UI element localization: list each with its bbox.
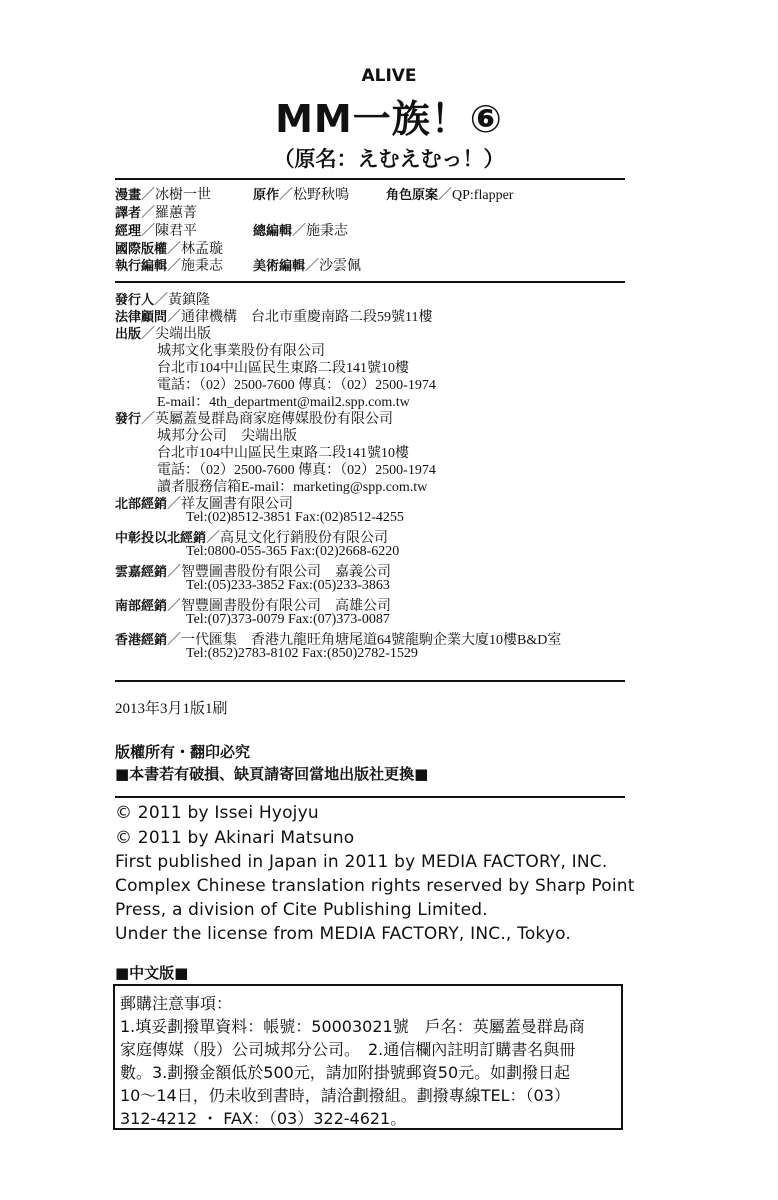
edition-value: ／尖端出版 bbox=[141, 327, 212, 342]
dist-tel: Tel:(852)2783-8102 Fax:(850)2782-1529 bbox=[186, 646, 418, 661]
credit-original bbox=[253, 184, 349, 204]
publisher-value: ／黃鎮隆 bbox=[154, 293, 211, 308]
copyright-line: First published in Japan in 2011 by MEDIA FACTORY, INC. bbox=[115, 852, 608, 872]
notice-line: 1.填妥劃撥單資料：帳號：50003021號 戶名：英屬蓋曼群島商 bbox=[120, 1017, 585, 1036]
rights-line: ■本書若有破損、缺頁請寄回當地出版社更換■ bbox=[115, 765, 429, 783]
credit-character bbox=[386, 184, 513, 204]
dist-tel: Tel:(05)233-3852 Fax:(05)233-3863 bbox=[186, 578, 390, 593]
credit-value: ／松野秋鳴 bbox=[279, 188, 350, 203]
credit-label: 原作 bbox=[253, 188, 280, 203]
credit-translator bbox=[115, 202, 197, 222]
edition-detail: 城邦文化事業股份有限公司 bbox=[157, 344, 325, 359]
edition-tag: ■中文版■ bbox=[115, 964, 189, 982]
book-title: MM一族！⑥ bbox=[275, 97, 503, 141]
credit-label: 美術編輯 bbox=[253, 259, 306, 274]
publisher-label: 發行人 bbox=[115, 293, 155, 308]
credit-value: ／QP:flapper bbox=[438, 188, 514, 203]
dist-label: 南部經銷 bbox=[115, 599, 168, 614]
issue-label: 發行 bbox=[115, 412, 142, 427]
divider-top bbox=[115, 178, 625, 180]
credit-label: 執行編輯 bbox=[115, 259, 168, 274]
legal-label: 法律顧問 bbox=[115, 310, 168, 325]
credit-label: 總編輯 bbox=[253, 224, 293, 239]
copyright-line: © 2011 by Issei Hyojyu bbox=[115, 803, 319, 823]
credit-manga bbox=[115, 184, 211, 204]
divider-credits bbox=[115, 281, 625, 283]
divider-rights bbox=[115, 796, 625, 798]
series-name: ALIVE bbox=[361, 66, 417, 86]
edition-label: 出版 bbox=[115, 327, 142, 342]
dist-label: 香港經銷 bbox=[115, 633, 168, 648]
dist-value: ／智豐圖書股份有限公司 嘉義公司 bbox=[167, 565, 392, 580]
dist-label: 北部經銷 bbox=[115, 497, 168, 512]
copyright-line: Under the license from MEDIA FACTORY, INC., Tokyo. bbox=[115, 924, 572, 944]
dist-tel: Tel:0800-055-365 Fax:(02)2668-6220 bbox=[186, 544, 400, 559]
copyright-line: © 2011 by Akinari Matsuno bbox=[115, 828, 355, 848]
issue-value: ／英屬蓋曼群島商家庭傳媒股份有限公司 bbox=[141, 412, 394, 427]
rights-line: 版權所有・翻印必究 bbox=[115, 743, 251, 761]
issue-detail: 城邦分公司 尖端出版 bbox=[157, 429, 297, 444]
dist-tel: Tel:(02)8512-3851 Fax:(02)8512-4255 bbox=[186, 510, 404, 525]
credit-value: ／羅蕙菁 bbox=[141, 206, 198, 221]
edition-detail: 電話：（02）2500-7600 傳真：（02）2500-1974 bbox=[157, 378, 436, 393]
issue-detail: 台北市104中山區民生東路二段141號10樓 bbox=[157, 446, 409, 461]
original-title: （原名：えむえむっ！） bbox=[273, 147, 505, 171]
edition-detail: E-mail：4th_department@mail2.spp.com.tw bbox=[157, 395, 410, 410]
dist-tel: Tel:(07)373-0079 Fax:(07)373-0087 bbox=[186, 612, 390, 627]
dist-value: ／一代匯集 香港九龍旺角塘尾道64號龍駒企業大廈10樓B&D室 bbox=[167, 633, 562, 648]
credit-manager bbox=[115, 220, 197, 240]
issue-detail: 讀者服務信箱E-mail：marketing@spp.com.tw bbox=[157, 480, 428, 495]
credit-label: 國際版權 bbox=[115, 242, 168, 257]
legal-value: ／通律機構 台北市重慶南路二段59號11樓 bbox=[167, 310, 433, 325]
credit-label: 譯者 bbox=[115, 206, 142, 221]
credit-value: ／施秉志 bbox=[167, 259, 224, 274]
notice-line: 312-4212 ・ FAX：（03）322-4621。 bbox=[120, 1109, 407, 1128]
credit-chief-editor bbox=[253, 220, 348, 240]
dist-label: 雲嘉經銷 bbox=[115, 565, 168, 580]
credit-value: ／沙雲佩 bbox=[305, 259, 362, 274]
credit-value: ／施秉志 bbox=[292, 224, 349, 239]
notice-line: 家庭傳媒（股）公司城邦分公司。 2.通信欄內註明訂購書名與冊 bbox=[120, 1040, 576, 1059]
issue-detail: 電話：（02）2500-7600 傳真：（02）2500-1974 bbox=[157, 463, 436, 478]
divider-publishing bbox=[115, 680, 625, 682]
dist-label: 中彰投以北經銷 bbox=[115, 531, 207, 546]
dist-value: ／智豐圖書股份有限公司 高雄公司 bbox=[167, 599, 392, 614]
credit-value: ／陳君平 bbox=[141, 224, 198, 239]
credit-label: 經理 bbox=[115, 224, 142, 239]
notice-line: 數。3.劃撥金額低於500元，請加附掛號郵資50元。如劃撥日起 bbox=[120, 1063, 571, 1082]
credit-label: 漫畫 bbox=[115, 188, 142, 203]
credit-value: ／林孟璇 bbox=[167, 242, 224, 257]
credit-art-editor bbox=[253, 255, 361, 275]
copyright-line: Press, a division of Cite Publishing Limited. bbox=[115, 900, 488, 920]
copyright-line: Complex Chinese translation rights reserved by Sharp Point bbox=[115, 876, 635, 896]
print-date: 2013年3月1版1刷 bbox=[115, 701, 228, 717]
edition-detail: 台北市104中山區民生東路二段141號10樓 bbox=[157, 361, 409, 376]
credit-exec-editor bbox=[115, 255, 223, 275]
notice-heading: 郵購注意事項： bbox=[120, 994, 233, 1013]
dist-value: ／高見文化行銷股份有限公司 bbox=[206, 531, 389, 546]
credit-label: 角色原案 bbox=[386, 188, 439, 203]
credit-value: ／冰樹一世 bbox=[141, 188, 212, 203]
dist-value: ／祥友圖書有限公司 bbox=[167, 497, 294, 512]
notice-line: 10～14日，仍未收到書時，請洽劃撥組。劃撥專線TEL：（03） bbox=[120, 1086, 570, 1105]
